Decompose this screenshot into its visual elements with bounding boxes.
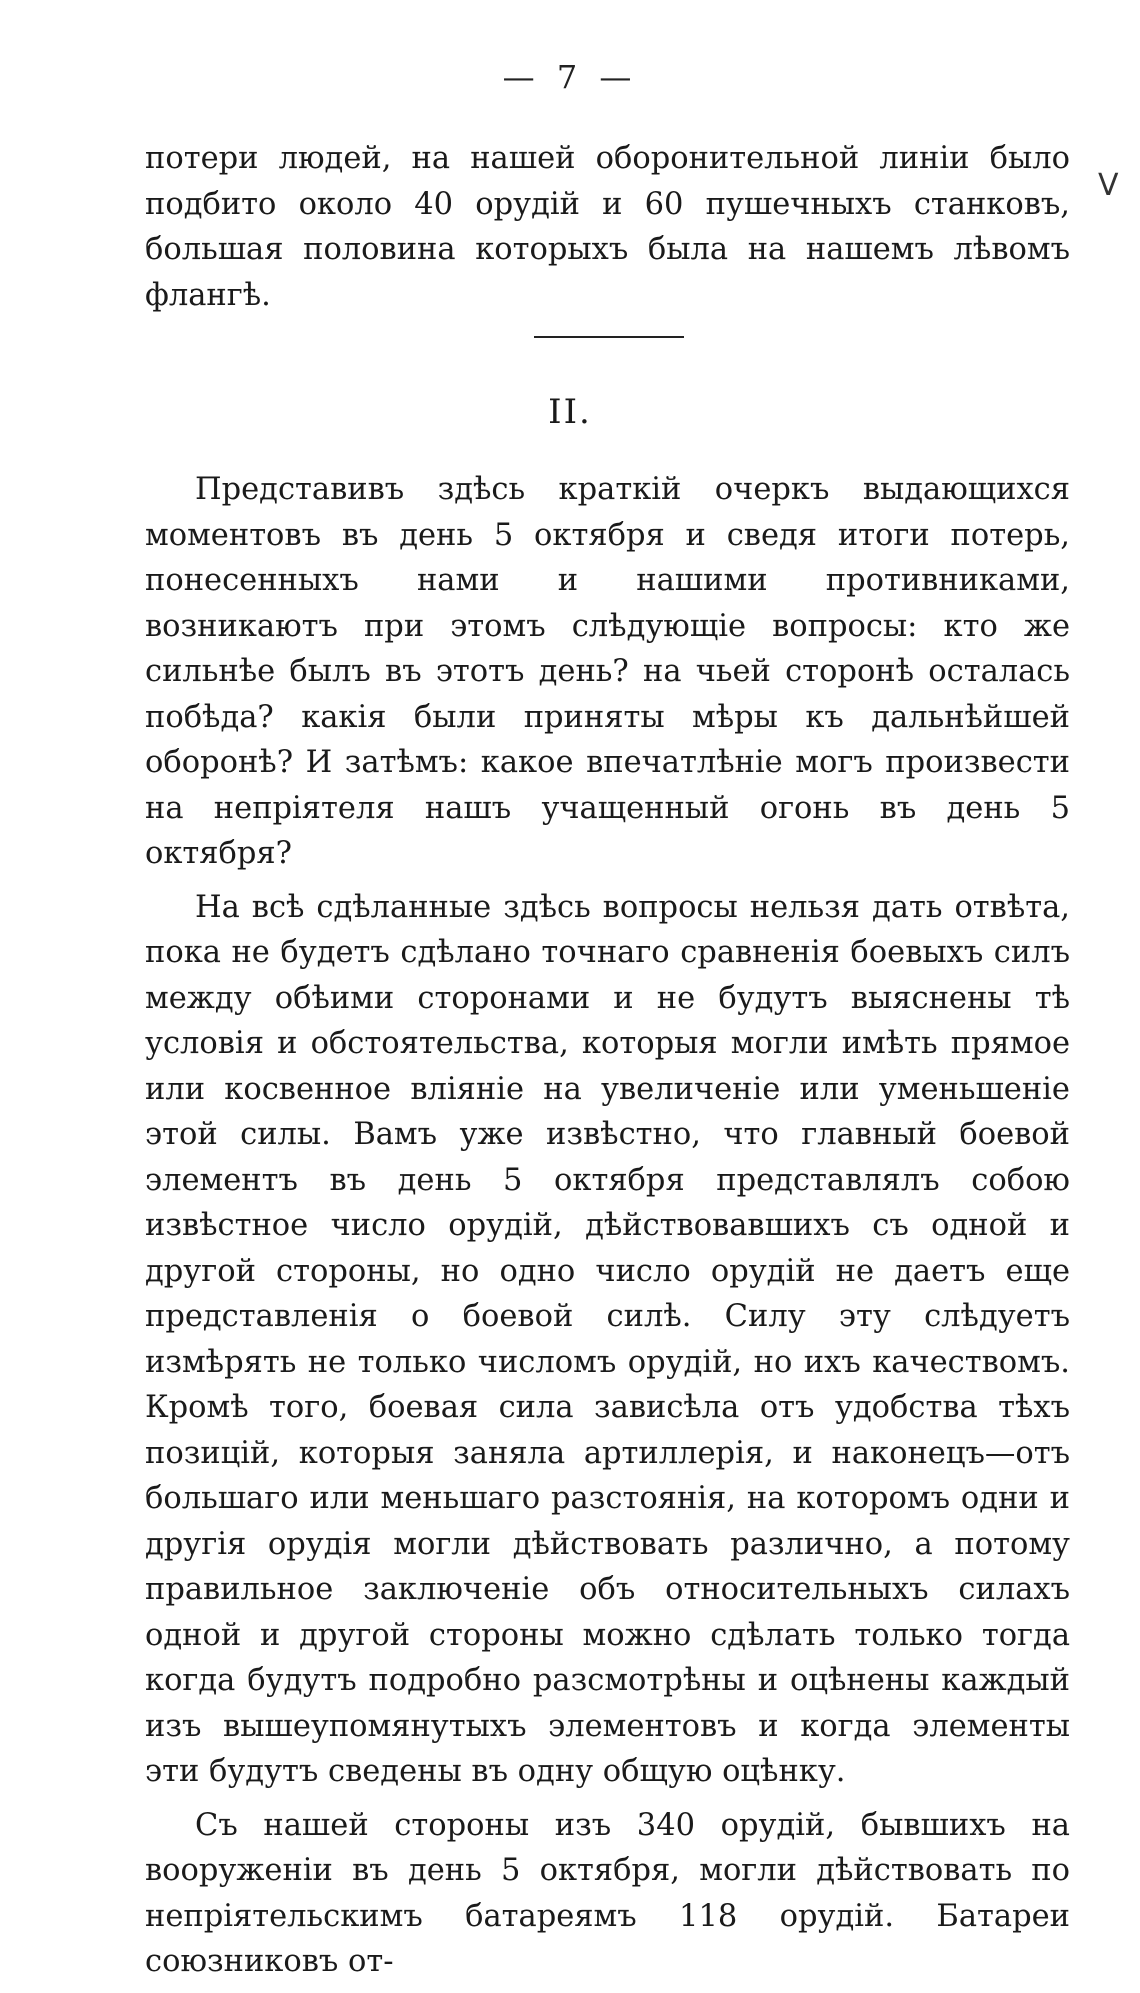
- paragraph-3: Съ нашей стороны изъ 340 орудій, бывшихъ на вооруженіи въ день 5 октября, могли дѣйствовать по непріятельскимъ батареямъ 118 орудій. Батареи союзниковъ от-: [145, 1807, 1070, 1979]
- continuation-block: [145, 136, 1070, 318]
- continuation-paragraph: потери людей, на нашей оборонительной линіи было подбито около 40 орудій и 60 пушечныхъ станковъ, большая половина которыхъ была на нашемъ лѣвомъ флангѣ.: [145, 141, 1070, 313]
- margin-check-mark: V: [1098, 168, 1119, 203]
- section-heading: II.: [548, 392, 592, 432]
- section-divider-rule: [534, 336, 684, 338]
- paragraph-1: Представивъ здѣсь краткій очеркъ выдающихся моментовъ въ день 5 октября и сведя итоги потерь, понесенныхъ нами и нашими противниками, возникаютъ при этомъ слѣдующіе вопросы: кто же сильнѣе былъ въ этотъ день? на чьей сторонѣ осталась побѣда? какія были приняты мѣры къ дальнѣйшей оборонѣ? И затѣмъ: какое впечатлѣніе могъ произвести на непріятеля нашъ учащенный огонь въ день 5 октября?: [145, 472, 1070, 871]
- paragraph-2: На всѣ сдѣланные здѣсь вопросы нельзя дать отвѣта, пока не будетъ сдѣлано точнаго сравненія боевыхъ силъ между обѣими сторонами и не будутъ выяснены тѣ условія и обстоятельства, которыя могли имѣть прямое или косвенное вліяніе на увеличеніе или уменьшеніе этой силы. Вамъ уже извѣстно, что главный боевой элементъ въ день 5 октября представлялъ собою извѣстное число орудій, дѣйствовавшихъ съ одной и другой стороны, но одно число орудій не даетъ еще представленія о боевой силѣ. Силу эту слѣдуетъ измѣрять не только числомъ орудій, но ихъ качествомъ. Кромѣ того, боевая сила зависѣла отъ удобства тѣхъ позицій, которыя заняла артиллерія, и наконецъ—отъ большаго или меньшаго разстоянія, на которомъ одни и другія орудія могли дѣйствовать различно, а потому правильное заключеніе объ относительныхъ силахъ одной и другой стороны можно сдѣлать только тогда когда будутъ подробно разсмотрѣны и оцѣнены каждый изъ вышеупомянутыхъ элементовъ и когда элементы эти будутъ сведены въ одну общую оцѣнку.: [145, 889, 1070, 1789]
- page-number: — 7 —: [502, 58, 638, 96]
- section-body: [145, 467, 1070, 1993]
